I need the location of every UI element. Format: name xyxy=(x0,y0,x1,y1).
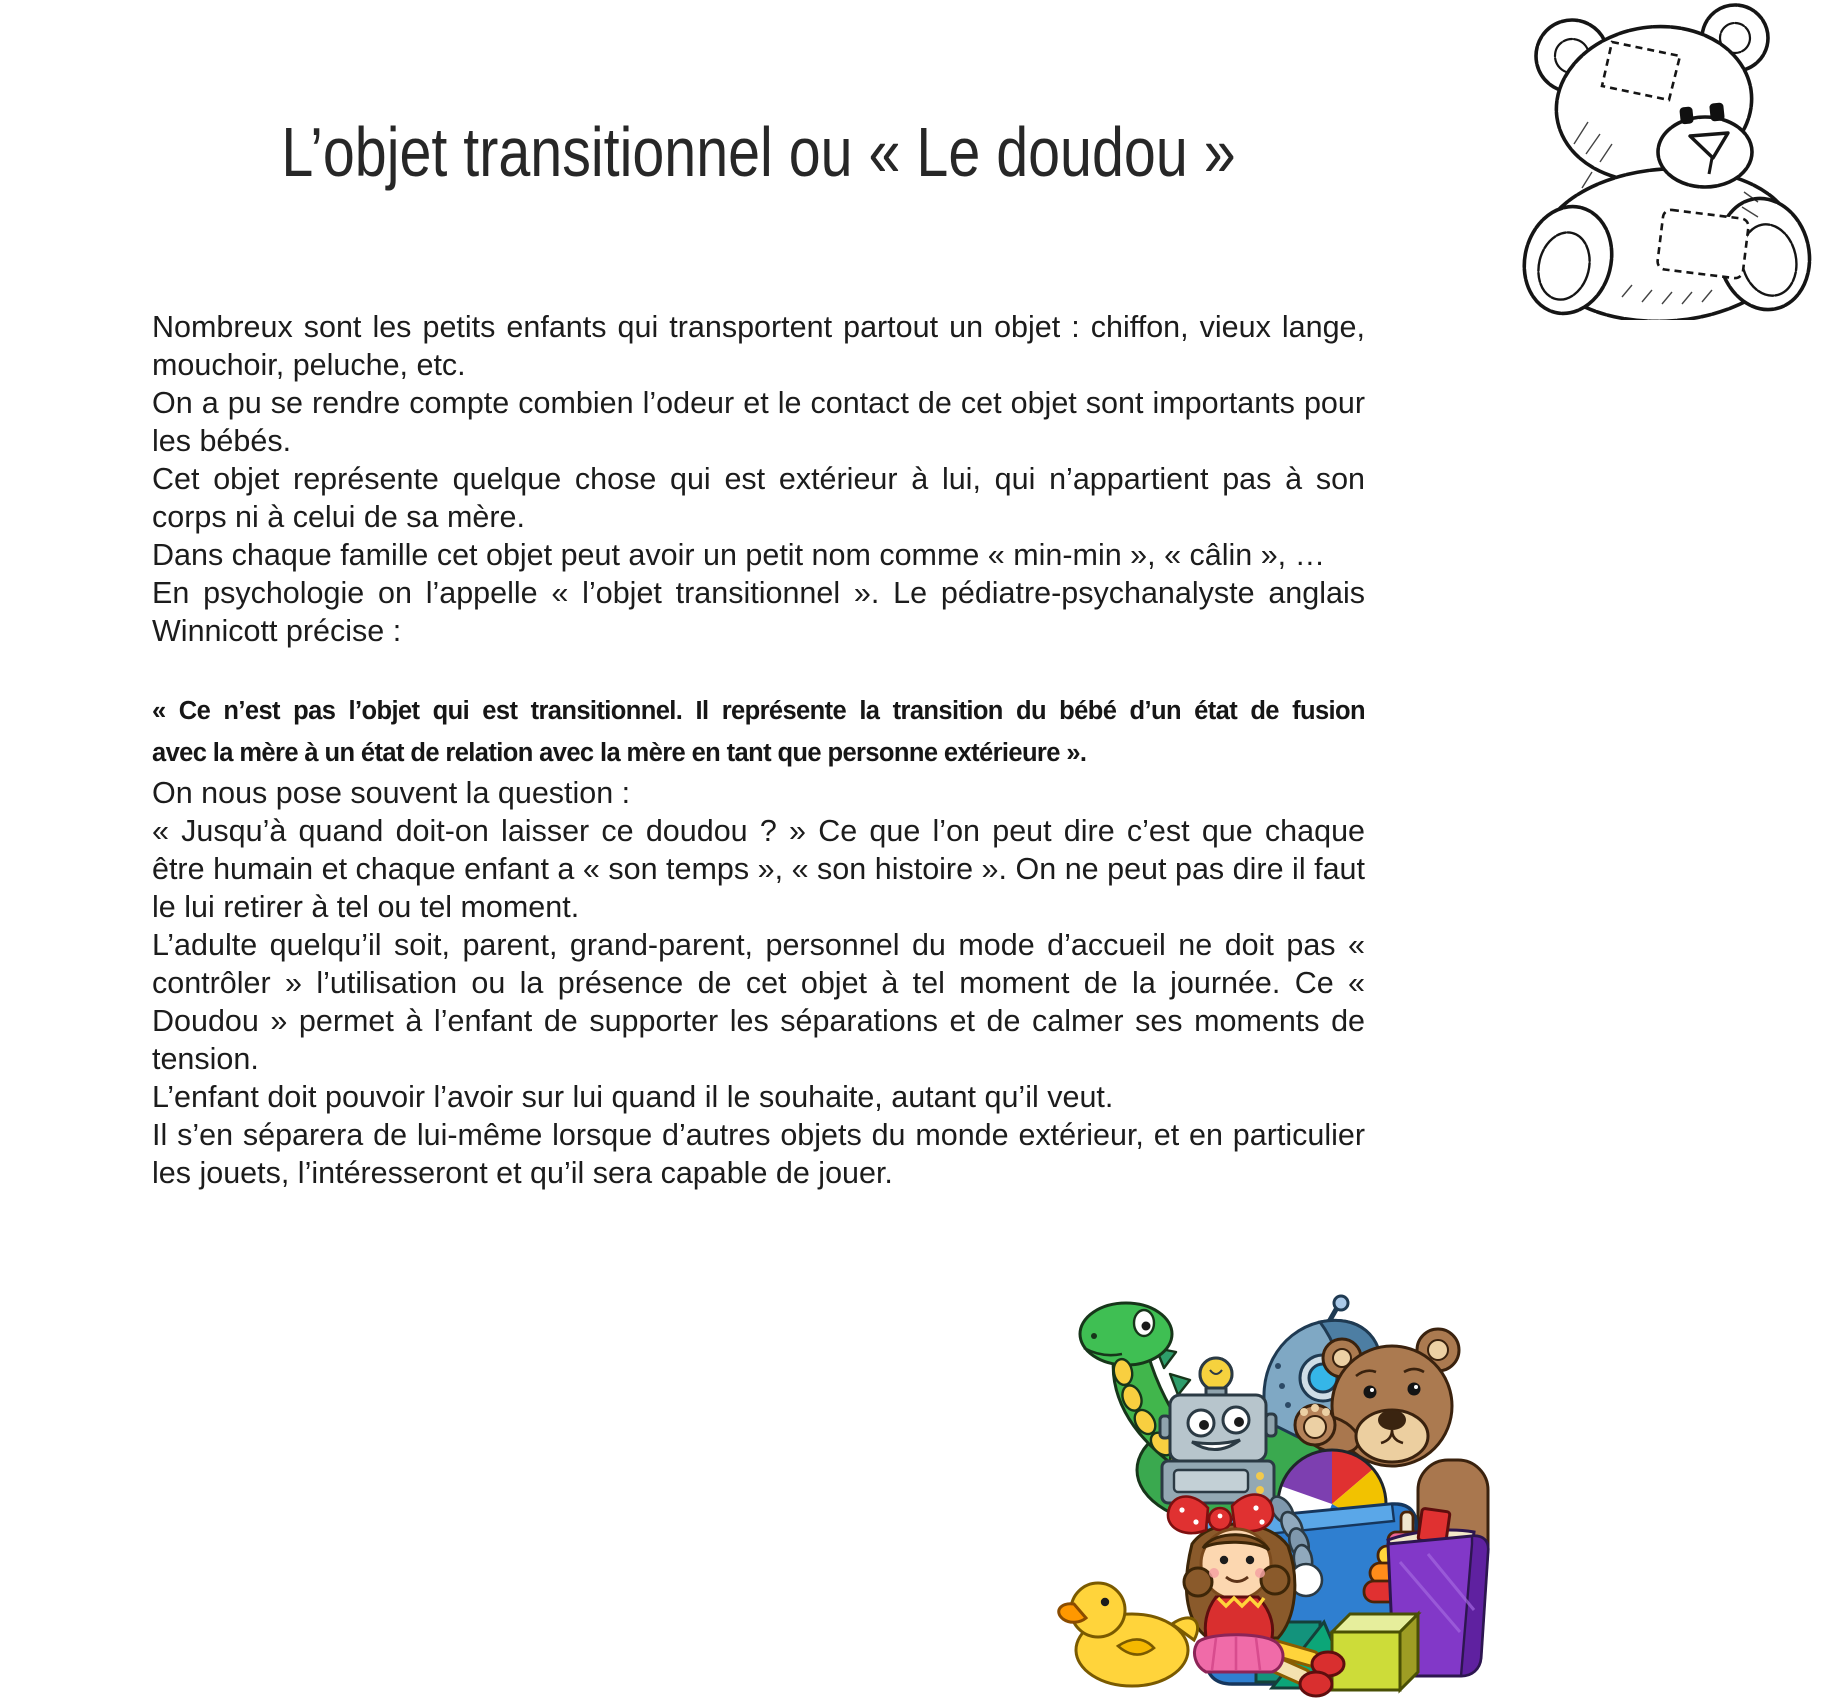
paragraph: L’enfant doit pouvoir l’avoir sur lui quand il le souhaite, autant qu’il veut. xyxy=(152,1080,1114,1114)
paragraph: Cet objet représente quelque chose qui est extérieur à lui, qui n’appartient pas à son corps ni à celui de sa mère. xyxy=(152,462,1365,534)
paragraph: Nombreux sont les petits enfants qui transportent partout un objet : chiffon, vieux lange, mouchoir, peluche, etc. xyxy=(152,310,1365,382)
paragraph: Il s’en séparera de lui-même lorsque d’autres objets du monde extérieur, et en particulier les jouets, l’intéresseront et qu’il sera capable de jouer. xyxy=(152,1118,1365,1190)
paragraph: En psychologie on l’appelle « l’objet transitionnel ». Le pédiatre-psychanalyste anglais Winnicott précise : xyxy=(152,576,1365,648)
toys-pile-illustration xyxy=(1020,1292,1510,1698)
paragraph: On nous pose souvent la question : xyxy=(152,776,631,810)
document-body xyxy=(152,308,1365,1192)
document-title: L’objet transitionnel ou « Le doudou » xyxy=(281,113,1236,191)
quote-line: avec la mère à un état de relation avec la mère en tant que personne extérieure ». xyxy=(152,739,1087,767)
winnicott-quote xyxy=(152,690,1365,774)
paragraph: L’adulte quelqu’il soit, parent, grand-parent, personnel du mode d’accueil ne doit pas « contrôler » l’utilisation ou la présence de cet objet à tel moment de la journée. Ce « Doudou » permet à l’enfant de supporter les séparations et de calmer ses moments de tension. xyxy=(152,928,1365,1076)
rubber-duck xyxy=(1059,1583,1198,1686)
paragraph: Dans chaque famille cet objet peut avoir un petit nom comme « min-min », « câlin », … xyxy=(152,538,1326,572)
paragraph: « Jusqu’à quand doit-on laisser ce doudou ? » Ce que l’on peut dire c’est que chaque être humain et chaque enfant a « son temps », « son histoire ». On ne peut pas dire il faut le lui retirer à tel ou tel moment. xyxy=(152,814,1365,924)
teddy-bear-sketch-illustration xyxy=(1492,2,1822,320)
paragraph: On a pu se rendre compte combien l’odeur et le contact de cet objet sont importants pour les bébés. xyxy=(152,386,1365,458)
quote-line: « Ce n’est pas l’objet qui est transitionnel. Il représente la transition du bébé d’un état de fusion xyxy=(152,697,1365,725)
